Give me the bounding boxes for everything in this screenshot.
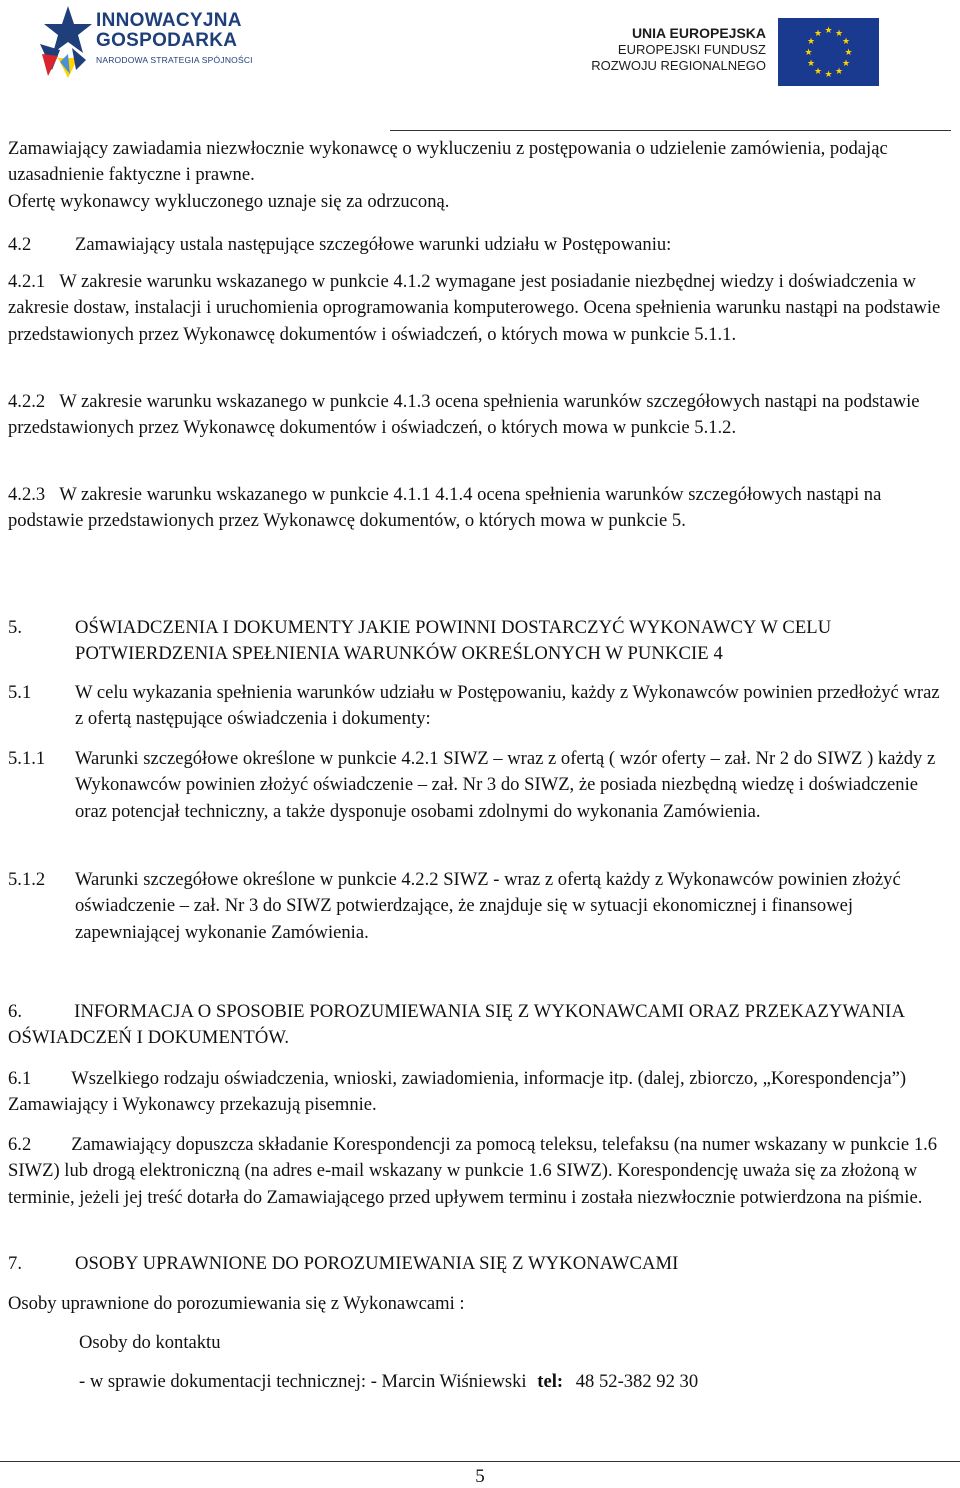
heading-number: 5. [8,617,23,638]
eu-flag-icon [778,18,879,86]
eu-line2: EUROPEJSKI FUNDUSZ [617,42,766,57]
tel-label: tel: [537,1371,564,1392]
logo-title-line1: INNOWACYJNA [96,10,242,31]
section-4-2-2 [8,389,952,442]
paragraph-rejected-offer: Ofertę wykonawcy wykluczonego uznaje się za odrzuconą. [8,190,450,212]
section-text: Warunki szczegółowe określone w punkcie 4.2.2 SIWZ - wraz z ofertą każdy z Wykonawców powinien złożyć oświadczenie – zał. Nr 3 do SIWZ potwierdzające, że znajduje się w sytuacji ekonomicznej i finansowej zapewniającej wykonanie Zamówienia. [75,869,901,943]
paragraph-text: Osoby uprawnione do porozumiewania się z Wykonawcami : [8,1293,465,1314]
section-number: 4.2.2 [8,391,46,412]
section-number: 4.2.1 [8,271,46,292]
section-text: Warunki szczegółowe określone w punkcie 4.2.1 SIWZ – wraz z ofertą ( wzór oferty – zał. Nr 2 do SIWZ ) każdy z Wykonawców powinien złożyć oświadczenie – zał. Nr 3 do SIWZ, że posiada niezbędną wiedzę i doświadczenie oraz potencjał techniczny, a także dysponuje osobami zdolnymi do wykonania Zamówienia. [75,748,936,822]
contacts-label: Osoby do kontaktu [79,1332,221,1353]
section-number: 5.1.2 [8,869,46,890]
section-text: Wszelkiego rodzaju oświadczenia, wnioski, zawiadomienia, informacje itp. (dalej, zbiorczo, „Korespondencja”) Zamawiający i Wykonawcy przekazują pisemnie. [8,1068,907,1116]
heading-text: OSOBY UPRAWNIONE DO POROZUMIEWANIA SIĘ Z WYKONAWCAMI [75,1253,679,1274]
svg-text:★: ★ [824,70,833,80]
footer-rule [0,1461,960,1462]
paragraph-exclusion: Zamawiający zawiadamia niezwłocznie wykonawcę o wykluczeniu z postępowania o udzielenie zamówienia, podając uzasadnienie faktyczne i prawne. [8,138,888,186]
section-text: W zakresie warunku wskazanego w punkcie 4.1.2 wymagane jest posiadanie niezbędnej wiedzy i doświadczenia w zakresie dostaw, instalacji i uruchomienia oprogramowania komputerowego. Ocena spełnienia warunku nastąpi na podstawie przedstawionych przez Wykonawcę dokumentów i oświadczeń, o których mowa w punkcie 5.1.1. [8,271,941,345]
paragraph [8,136,952,215]
svg-text:★: ★ [813,67,823,77]
section-5-1-1 [8,746,952,825]
svg-text:★: ★ [841,59,851,69]
section-text: W celu wykazania spełnienia warunków udziału w Postępowaniu, każdy z Wykonawców powinien przedłożyć wraz z ofertą następujące oświadczenia i dokumenty: [75,682,940,730]
svg-text:★: ★ [824,26,833,36]
section-5-1-2 [8,867,952,946]
section-text: Zamawiający ustala następujące szczegółowe warunki udziału w Postępowaniu: [75,234,672,255]
section-text: W zakresie warunku wskazanego w punkcie 4.1.3 ocena spełnienia warunków szczegółowych nastąpi na podstawie przedstawionych przez Wykonawcę dokumentów i oświadczeń, o których mowa w punkcie 5.1.2. [8,391,920,439]
heading-text: INFORMACJA O SPOSOBIE POROZUMIEWANIA SIĘ Z WYKONAWCAMI ORAZ PRZEKAZYWANIA OŚWIADCZEŃ I DOKUMENTÓW. [8,1001,904,1049]
paragraph-authorized-persons [8,1291,952,1317]
page-number: 5 [475,1466,485,1487]
svg-text:★: ★ [834,29,844,39]
section-number: 5.1.1 [8,748,46,769]
section-number: 4.2.3 [8,484,46,505]
logo-subtitle: NARODOWA STRATEGIA SPÓJNOŚCI [96,55,253,65]
contact-description: - w sprawie dokumentacji technicznej: - Marcin Wiśniewski [79,1371,527,1392]
section-number: 5.1 [8,682,32,703]
svg-text:★: ★ [844,48,853,58]
eu-logo [588,18,880,88]
svg-text:★: ★ [806,37,816,47]
heading-section-6 [8,999,952,1052]
contact-line [79,1369,698,1395]
section-text: W zakresie warunku wskazanego w punkcie 4.1.1 4.1.4 ocena spełnienia warunków szczegółowych nastąpi na podstawie przedstawionych przez Wykonawcę dokumentów, o których mowa w punkcie 5. [8,484,882,532]
svg-text:★: ★ [834,67,844,77]
svg-text:★: ★ [806,59,816,69]
section-4-2-1 [8,269,952,348]
innowacyjna-gospodarka-logo [38,4,268,80]
svg-text:★: ★ [813,29,823,39]
eu-line1: UNIA EUROPEJSKA [631,25,766,41]
header-rule [390,130,951,131]
eu-line3: ROZWOJU REGIONALNEGO [591,58,766,73]
logo-title-line2: GOSPODARKA [96,30,238,51]
section-text: Zamawiający dopuszcza składanie Korespondencji za pomocą teleksu, telefaksu (na numer wskazany w punkcie 1.6 SIWZ) lub drogą elektroniczną (na adres e-mail wskazany w punkcie 1.6 SIWZ). Korespondencję uważa się za złożoną w terminie, jeżeli jej treść dotarła do Zamawiającego przed upływem terminu i została niezwłocznie potwierdzona na piśmie. [8,1134,938,1208]
heading-number: 6. [8,1001,23,1022]
section-5-1 [8,680,952,733]
section-number: 6.1 [8,1068,32,1089]
star-logo-icon [38,4,94,80]
svg-text:★: ★ [804,48,813,58]
svg-text:★: ★ [841,37,851,47]
section-6-2 [8,1132,952,1211]
heading-section-5 [8,615,952,668]
tel-value: 48 52-382 92 30 [575,1371,699,1392]
section-number: 4.2 [8,234,32,255]
section-4-2-3 [8,482,952,535]
section-6-1 [8,1066,952,1119]
heading-number: 7. [8,1253,23,1274]
heading-text: OŚWIADCZENIA I DOKUMENTY JAKIE POWINNI DOSTARCZYĆ WYKONAWCY W CELU POTWIERDZENIA SPEŁNIENIA WARUNKÓW OKREŚLONYCH W PUNKCIE 4 [75,617,832,665]
section-number: 6.2 [8,1134,32,1155]
